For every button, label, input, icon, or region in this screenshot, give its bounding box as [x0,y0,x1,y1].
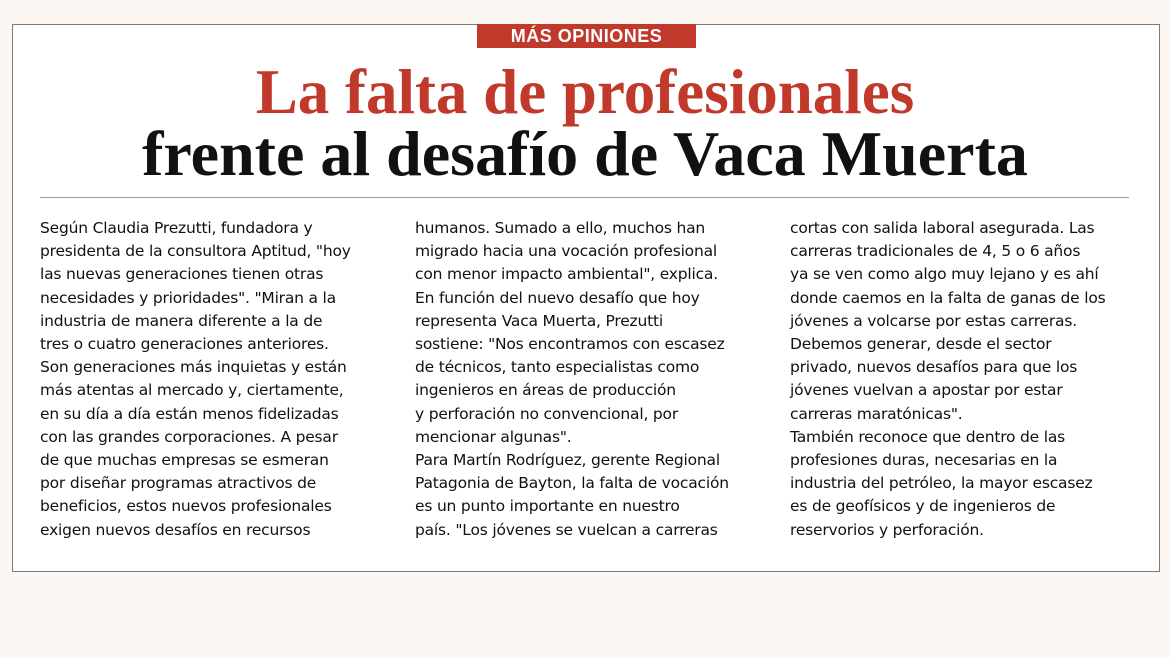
body-line: beneficios, estos nuevos profesionales [40,497,332,516]
headline-divider [40,197,1129,198]
body-line: También reconoce que dentro de las [790,427,1066,446]
body-line: mencionar algunas". [415,427,572,446]
body-line: reservorios y perforación. [790,520,984,539]
body-line: Para Martín Rodríguez, gerente Regional [415,451,720,470]
body-line: exigen nuevos desafíos en recursos [40,520,311,539]
body-line: más atentas al mercado y, ciertamente, [40,381,344,400]
body-line: con menor impacto ambiental", explica. [415,265,718,284]
body-line: privado, nuevos desafíos para que los [790,358,1078,377]
body-line: es un punto importante en nuestro [415,497,680,516]
body-line: Patagonia de Bayton, la falta de vocación [415,474,729,493]
body-line: Son generaciones más inquietas y están [40,358,347,377]
headline-line-1: La falta de profesionales [255,57,915,127]
body-line: necesidades y prioridades". "Miran a la [40,288,336,307]
body-line: de que muchas empresas se esmeran [40,451,329,470]
body-column-2 [415,217,770,542]
headline-line-2: frente al desafío de Vaca Muerta [142,118,1028,189]
body-line: por diseñar programas atractivos de [40,474,317,493]
body-line: en su día a día están menos fidelizadas [40,404,339,423]
body-line: presidenta de la consultora Aptitud, "hoy [40,242,351,261]
body-line: ya se ven como algo muy lejano y es ahí [790,265,1099,284]
body-line: Según Claudia Prezutti, fundadora y [40,219,313,237]
body-line: carreras maratónicas". [790,404,963,423]
body-column-3 [790,217,1145,542]
body-line: industria del petróleo, la mayor escasez [790,474,1093,493]
body-line: representa Vaca Muerta, Prezutti [415,311,663,330]
body-line: En función del nuevo desafío que hoy [415,288,700,307]
body-line: migrado hacia una vocación profesional [415,242,717,261]
body-line: y perforación no convencional, por [415,404,679,423]
body-line: humanos. Sumado a ello, muchos han [415,219,706,237]
body-line: país. "Los jóvenes se vuelcan a carreras [415,520,718,539]
body-line: cortas con salida laboral asegurada. Las [790,219,1095,237]
body-line: sostiene: "Nos encontramos con escasez [415,335,725,354]
body-line: jóvenes a volcarse por estas carreras. [790,311,1077,330]
body-column-1 [40,217,395,542]
body-line: es de geofísicos y de ingenieros de [790,497,1056,516]
body-line: las nuevas generaciones tienen otras [40,265,324,284]
body-line: ingenieros en áreas de producción [415,381,676,400]
section-label: MÁS OPINIONES [477,24,696,48]
body-line: donde caemos en la falta de ganas de los [790,288,1106,307]
body-line: de técnicos, tanto especialistas como [415,358,700,377]
body-line: jóvenes vuelvan a apostar por estar [790,381,1063,400]
body-line: con las grandes corporaciones. A pesar [40,427,338,446]
body-line: tres o cuatro generaciones anteriores. [40,335,329,354]
body-line: industria de manera diferente a la de [40,311,323,330]
body-line: carreras tradicionales de 4, 5 o 6 años [790,242,1081,261]
body-line: Debemos generar, desde el sector [790,335,1052,354]
body-line: profesiones duras, necesarias en la [790,451,1058,470]
